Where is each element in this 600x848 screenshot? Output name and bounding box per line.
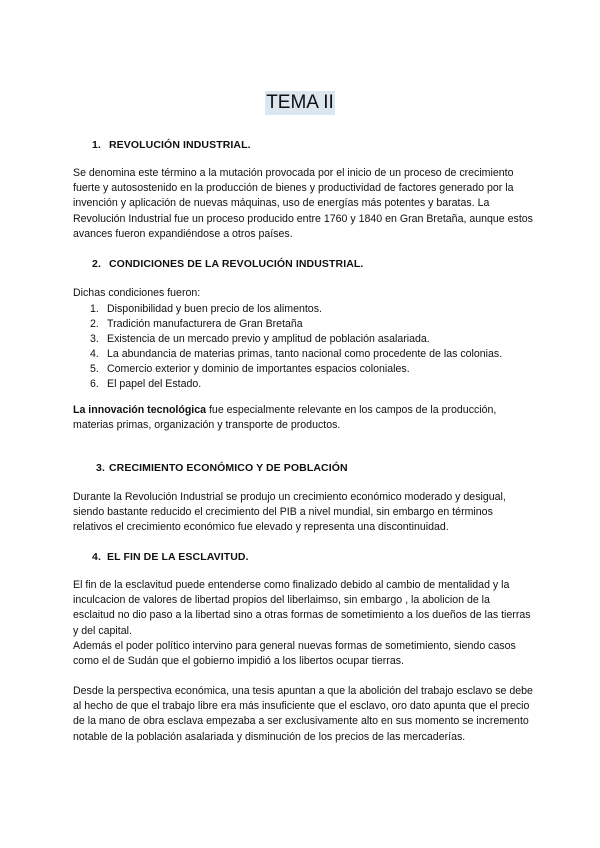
section-heading-1 (92, 139, 251, 151)
section-heading-3 (96, 462, 348, 474)
conditions-list (73, 302, 543, 393)
list-item: 2. Tradición manufacturera de Gran Bretaña (90, 318, 303, 331)
innovation-bold: La innovación tecnológica (73, 404, 207, 416)
section-4-paragraph-2: Además el poder político intervino para general nuevas formas de sometimiento, siendo casos como el de Sudán que el gobierno impidió a los libertos ocupar tierras. (73, 640, 516, 668)
list-item: 5. Comercio exterior y dominio de importantes espacios coloniales. (90, 363, 410, 376)
innovation-paragraph (73, 403, 533, 433)
section-number: 2. (92, 258, 101, 270)
section-heading-2 (92, 258, 363, 270)
section-number: 3. (96, 462, 105, 474)
list-item: 6. El papel del Estado. (90, 378, 202, 391)
list-item: 3. Existencia de un mercado previo y amplitud de población asalariada. (90, 333, 430, 346)
section-2-intro: Dichas condiciones fueron: (73, 287, 201, 299)
page-title: TEMA II (266, 92, 334, 113)
list-item: 4. La abundancia de materias primas, tanto nacional como procedente de las colonias. (90, 348, 503, 361)
section-title: CRECIMIENTO ECONÓMICO Y DE POBLACIÓN (109, 462, 348, 474)
section-1-paragraph: Se denomina este término a la mutación provocada por el inicio de un proceso de crecimiento fuerte y autosostenido en la producción de bienes y productividad de factores generado por la invención y aplicación de nuevas máquinas, uso de energías más potentes y baratas. La Revolución Industrial fue un proceso producido entre 1760 y 1840 en Gran Bretaña, aunque estos avances fueron expandiéndose a otros países. (73, 167, 533, 240)
page-title-wrap (0, 91, 600, 115)
section-3-paragraph: Durante la Revolución Industrial se produjo un crecimiento económico moderado y desigual, siendo bastante reducido el crecimiento del PIB a nivel mundial, sin embargo en términos relativos el crecimiento económico fue elevado y representa una discontinuidad. (73, 491, 506, 534)
section-number: 1. (92, 139, 101, 151)
innovation-rest: fue especialmente relevante en los campos de la producción, materias primas, organización y transporte de productos. (73, 404, 497, 432)
section-heading-4 (92, 551, 249, 563)
section-number: 4. (92, 551, 101, 563)
section-4-paragraph-1: El fin de la esclavitud puede entenderse como finalizado debido al cambio de mentalidad y la inculcacion de valores de libertad propios del liberlaimso, sin embargo , la abolicion de la esclaitud no dio paso a la libertad sino a otras formas de sometimiento a los dueños de las tierras y del capital. (73, 579, 531, 637)
list-item: 1. Disponibilidad y buen precio de los alimentos. (90, 303, 322, 315)
section-title: EL FIN DE LA ESCLAVITUD. (107, 551, 249, 563)
section-title: REVOLUCIÓN INDUSTRIAL. (109, 139, 251, 151)
section-title: CONDICIONES DE LA REVOLUCIÓN INDUSTRIAL. (109, 258, 364, 270)
section-4-paragraph-3: Desde la perspectiva económica, una tesis apuntan a que la abolición del trabajo esclavo se debe al hecho de que el trabajo libre era más insuficiente que el esclavo, oro dato apunta que el precio de la mano de obra esclava empezaba a ser exclusivamente alto en sus momento se incremento notable de la población asalariada y disminución de los precios de las mercaderías. (73, 685, 533, 743)
